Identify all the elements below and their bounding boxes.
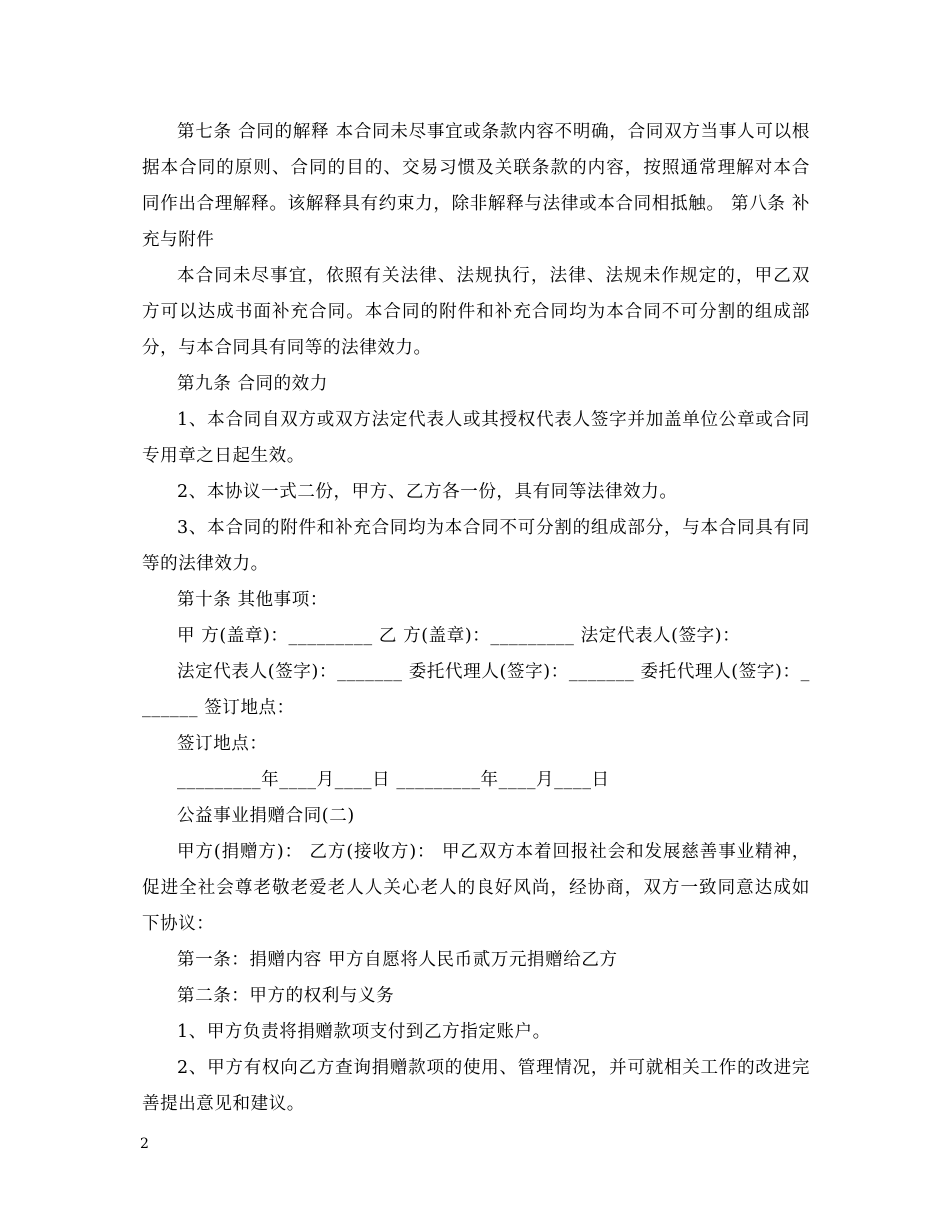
heading-article-9: 第九条 合同的效力 bbox=[177, 374, 328, 394]
paragraph-effect-3: 3、本合同的附件和补充合同均为本合同不可分割的组成部分，与本合同具有同等的法律效力。 bbox=[142, 518, 810, 574]
contract-title: 公益事业捐赠合同(二) bbox=[177, 806, 355, 826]
signature-line-representatives: 法定代表人(签字)：_______ 委托代理人(签字)：_______ 委托代理人(签字)：_______ 签订地点： bbox=[142, 662, 810, 718]
heading-article-2: 第二条：甲方的权利与义务 bbox=[177, 986, 395, 1006]
date-line: _________年____月____日 _________年____月____日 bbox=[177, 770, 610, 790]
paragraph-parties-intro: 甲方(捐赠方)： 乙方(接收方)： 甲乙双方本着回报社会和发展慈善事业精神，促进全社会尊老敬老爱老人人关心老人的良好风尚，经协商，双方一致同意达成如下协议： bbox=[142, 842, 810, 934]
signing-place: 签订地点： bbox=[177, 734, 268, 754]
paragraph-obligation-2: 2、甲方有权向乙方查询捐赠款项的使用、管理情况，并可就相关工作的改进完善提出意见和建议。 bbox=[142, 1058, 810, 1114]
paragraph-article-1: 第一条：捐赠内容 甲方自愿将人民币贰万元捐赠给乙方 bbox=[177, 950, 618, 970]
heading-article-10: 第十条 其他事项： bbox=[177, 590, 328, 610]
signature-line-parties: 甲 方(盖章)：_________ 乙 方(盖章)：_________ 法定代表人(签字)： bbox=[177, 626, 741, 646]
paragraph-obligation-1: 1、甲方负责将捐赠款项支付到乙方指定账户。 bbox=[177, 1022, 551, 1042]
paragraph-effect-1: 1、本合同自双方或双方法定代表人或其授权代表人签字并加盖单位公章或合同专用章之日起生效。 bbox=[142, 410, 810, 466]
page-number: 2 bbox=[140, 1136, 149, 1152]
paragraph-supplement: 本合同未尽事宜，依照有关法律、法规执行，法律、法规未作规定的，甲乙双方可以达成书面补充合同。本合同的附件和补充合同均为本合同不可分割的组成部分，与本合同具有同等的法律效力。 bbox=[142, 266, 810, 358]
document-body bbox=[142, 114, 810, 1122]
paragraph-article-7-and-8: 第七条 合同的解释 本合同未尽事宜或条款内容不明确，合同双方当事人可以根据本合同的原则、合同的目的、交易习惯及关联条款的内容，按照通常理解对本合同作出合理解释。该解释具有约束力，除非解释与法律或本合同相抵触。 第八条 补充与附件 bbox=[142, 122, 810, 250]
paragraph-effect-2: 2、本协议一式二份，甲方、乙方各一份，具有同等法律效力。 bbox=[177, 482, 678, 502]
